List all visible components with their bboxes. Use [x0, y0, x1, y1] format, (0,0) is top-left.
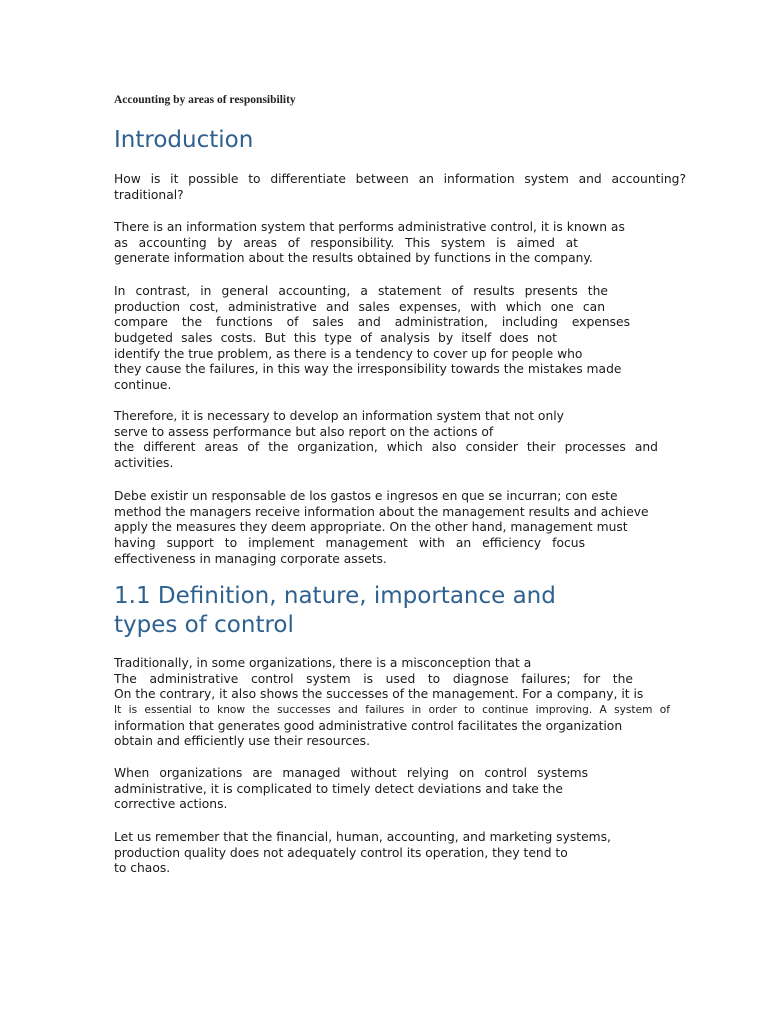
paragraph	[114, 830, 686, 877]
document-label: Accounting by areas of responsibility	[114, 94, 296, 106]
paragraph	[114, 656, 686, 750]
paragraph	[114, 284, 686, 394]
paragraph	[114, 489, 686, 567]
text-line: method the managers receive information about the management results and achieve	[114, 504, 649, 519]
text-line: compare the functions of sales and administration, including expenses	[114, 315, 630, 330]
text-line: In contrast, in general accounting, a statement of results presents the	[114, 284, 608, 298]
text-line: budgeted sales costs. But this type of analysis by itself does not	[114, 331, 557, 346]
text-line: to chaos.	[114, 861, 171, 876]
heading-line: types of control	[114, 612, 294, 638]
paragraph	[114, 409, 686, 472]
text-line: Therefore, it is necessary to develop an information system that not only	[114, 409, 564, 423]
text-line: The administrative control system is used to diagnose failures; for the	[114, 671, 633, 686]
text-line: corrective actions.	[114, 797, 228, 812]
paragraph	[114, 220, 686, 267]
text-line: generate information about the results obtained by functions in the company.	[114, 251, 593, 266]
text-line: How is it possible to differentiate between an information system and accounting?	[114, 172, 686, 186]
text-line: serve to assess performance but also report on the actions of	[114, 424, 494, 439]
text-line: It is essential to know the successes and failures in order to continue improving. A system of	[114, 704, 670, 717]
text-line: identify the true problem, as there is a tendency to cover up for people who	[114, 346, 583, 361]
text-line: information that generates good administrative control facilitates the organization	[114, 718, 623, 733]
paragraph	[114, 766, 686, 813]
text-line: apply the measures they deem appropriate. On the other hand, management must	[114, 520, 628, 535]
text-line: Debe existir un responsable de los gastos e ingresos en que se incurran; con este	[114, 489, 618, 503]
text-line: having support to implement management with an efficiency focus	[114, 536, 585, 551]
text-line: Traditionally, in some organizations, there is a misconception that a	[114, 656, 532, 670]
text-line: traditional?	[114, 187, 184, 202]
section-heading-introduction	[114, 126, 253, 155]
text-line: When organizations are managed without relying on control systems	[114, 766, 588, 780]
section-heading-definition	[114, 582, 556, 640]
text-line: On the contrary, it also shows the successes of the management. For a company, it is	[114, 687, 644, 702]
text-line: effectiveness in managing corporate assets.	[114, 551, 387, 566]
text-line: the different areas of the organization, which also consider their processes and	[114, 440, 658, 455]
text-line: continue.	[114, 378, 172, 393]
text-line: activities.	[114, 456, 174, 471]
text-line: obtain and efficiently use their resources.	[114, 734, 371, 749]
heading-line: 1.1 Definition, nature, importance and	[114, 583, 556, 609]
text-line: administrative, it is complicated to timely detect deviations and take the	[114, 781, 563, 796]
text-line: as accounting by areas of responsibility. This system is aimed at	[114, 235, 578, 250]
heading-line: Introduction	[114, 127, 254, 153]
text-line: Let us remember that the financial, human, accounting, and marketing systems,	[114, 830, 611, 844]
text-line: There is an information system that performs administrative control, it is known as	[114, 220, 625, 234]
text-line: production cost, administrative and sales expenses, with which one can	[114, 299, 605, 314]
text-line: they cause the failures, in this way the irresponsibility towards the mistakes made	[114, 362, 622, 377]
paragraph	[114, 172, 686, 203]
text-line: production quality does not adequately control its operation, they tend to	[114, 845, 568, 860]
